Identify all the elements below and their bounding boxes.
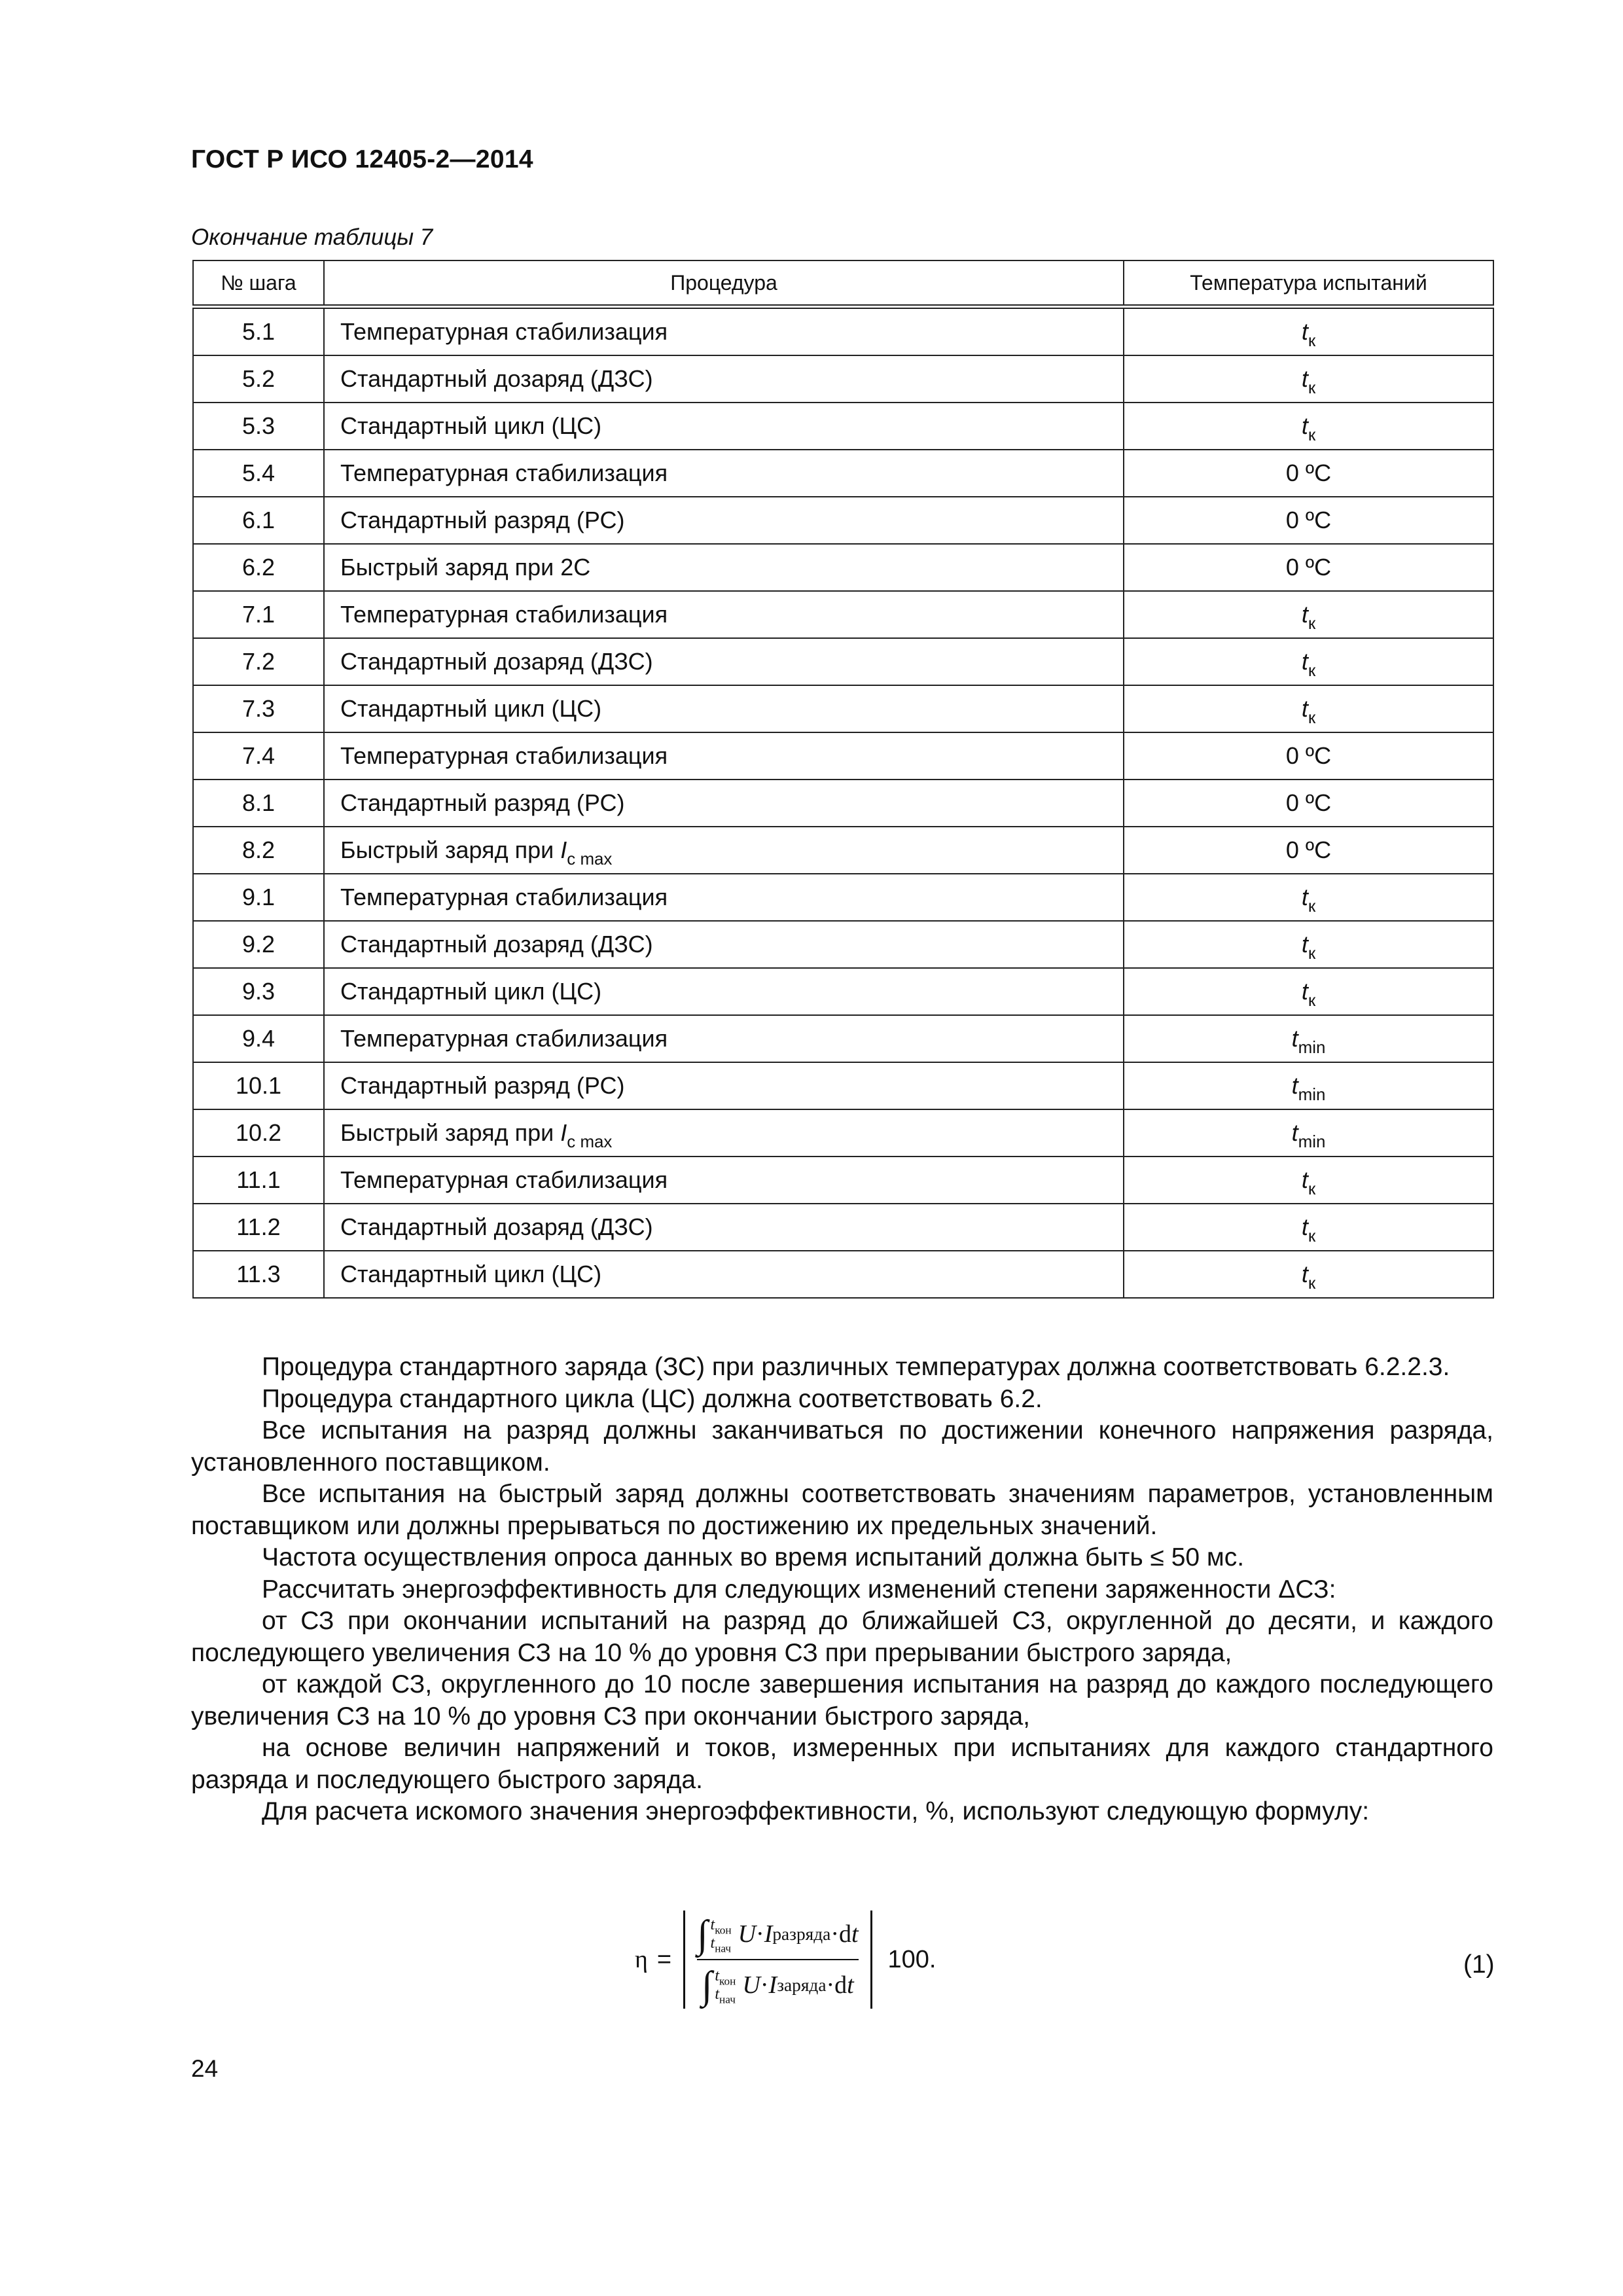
formula-denominator: ∫ $t_{кон}$ $t_{нач}$ U · I заряда · d t <box>701 1964 854 2007</box>
table-row <box>193 307 1493 356</box>
step-number-cell: 5.3 <box>193 403 324 450</box>
step-number-cell: 10.1 <box>193 1062 324 1109</box>
procedure-cell: Температурная стабилизация <box>324 1015 1124 1062</box>
table-row <box>193 403 1493 450</box>
efficiency-formula <box>635 1901 936 2018</box>
temperature-cell: 0 ºC <box>1124 497 1493 544</box>
table-row <box>193 355 1493 403</box>
paragraph: от СЗ при окончании испытаний на разряд до ближайшей СЗ, округленной до десяти, и каждого последующего увеличения СЗ на 10 % до уровня СЗ при прерывании быстрого заряда, <box>191 1607 1493 1667</box>
temperature-cell: $t_к$ <box>1124 307 1493 356</box>
table-row <box>193 638 1493 685</box>
table-row <box>193 921 1493 968</box>
formula-numerator: ∫ $t_{кон}$ $t_{нач}$ U · I разряда · d t <box>697 1912 859 1956</box>
step-number-cell: 9.1 <box>193 874 324 921</box>
procedure-cell: Стандартный разряд (РС) <box>324 1062 1124 1109</box>
procedure-cell: Быстрый заряд при $I_{c max}$ <box>324 1109 1124 1157</box>
table-body <box>193 307 1493 1299</box>
paragraph: Процедура стандартного заряда (ЗС) при различных температурах должна соответствовать 6.2.2.3. <box>262 1353 1450 1381</box>
temperature-cell: $t_к$ <box>1124 1251 1493 1298</box>
step-number-cell: 7.1 <box>193 591 324 638</box>
integral-limits: $t_{кон}$ $t_{нач}$ <box>715 1967 736 2006</box>
paragraph: Частота осуществления опроса данных во время испытаний должна быть ≤ 50 мс. <box>262 1543 1245 1571</box>
table-row <box>193 1204 1493 1251</box>
temperature-cell: $t_к$ <box>1124 1157 1493 1204</box>
equation-number: (1) <box>1463 1950 1495 1979</box>
procedure-cell: Стандартный дозаряд (ДЗС) <box>324 921 1124 968</box>
step-number-cell: 11.3 <box>193 1251 324 1298</box>
temperature-cell: $t_к$ <box>1124 403 1493 450</box>
table-row <box>193 1157 1493 1204</box>
paragraph: на основе величин напряжений и токов, измеренных при испытаниях для каждого стандартного разряда и последующего быстрого заряда. <box>191 1734 1493 1794</box>
table-row <box>193 827 1493 874</box>
procedure-cell: Стандартный дозаряд (ДЗС) <box>324 355 1124 403</box>
step-number-cell: 8.1 <box>193 780 324 827</box>
integral-sign: ∫ <box>701 1964 713 2007</box>
step-number-cell: 9.3 <box>193 968 324 1015</box>
temperature-cell: $t_{min}$ <box>1124 1062 1493 1109</box>
table-row <box>193 732 1493 780</box>
temperature-cell: 0 ºC <box>1124 544 1493 591</box>
step-number-cell: 5.2 <box>193 355 324 403</box>
procedure-cell: Стандартный дозаряд (ДЗС) <box>324 638 1124 685</box>
formula-absolute-fraction <box>683 1910 872 2009</box>
procedure-cell: Быстрый заряд при $I_{c max}$ <box>324 827 1124 874</box>
column-header-step: № шага <box>193 260 324 307</box>
temperature-cell: $t_к$ <box>1124 591 1493 638</box>
procedure-cell: Быстрый заряд при 2C <box>324 544 1124 591</box>
procedure-cell: Стандартный цикл (ЦС) <box>324 403 1124 450</box>
table-row <box>193 1015 1493 1062</box>
table-header-row <box>193 260 1493 307</box>
step-number-cell: 7.4 <box>193 732 324 780</box>
procedure-cell: Стандартный цикл (ЦС) <box>324 968 1124 1015</box>
step-number-cell: 7.3 <box>193 685 324 732</box>
temperature-cell: $t_к$ <box>1124 355 1493 403</box>
procedure-cell: Стандартный цикл (ЦС) <box>324 1251 1124 1298</box>
temperature-cell: $t_к$ <box>1124 874 1493 921</box>
procedure-cell: Стандартный разряд (РС) <box>324 780 1124 827</box>
temperature-cell: 0 ºC <box>1124 732 1493 780</box>
step-number-cell: 6.2 <box>193 544 324 591</box>
table-row <box>193 497 1493 544</box>
procedure-cell: Стандартный цикл (ЦС) <box>324 685 1124 732</box>
table-row <box>193 685 1493 732</box>
step-number-cell: 5.1 <box>193 307 324 356</box>
test-steps-table <box>192 260 1494 1299</box>
step-number-cell: 10.2 <box>193 1109 324 1157</box>
temperature-cell: $t_к$ <box>1124 921 1493 968</box>
temperature-cell: $t_к$ <box>1124 685 1493 732</box>
paragraph: Рассчитать энергоэффективность для следующих изменений степени заряженности ΔСЗ: <box>262 1575 1336 1604</box>
table-row <box>193 968 1493 1015</box>
paragraph: Все испытания на быстрый заряд должны соответствовать значениям параметров, установленным поставщиком или должны прерываться по достижению их предельных значений. <box>191 1480 1493 1540</box>
column-header-temperature: Температура испытаний <box>1124 260 1493 307</box>
step-number-cell: 6.1 <box>193 497 324 544</box>
formula-equals: = <box>656 1945 672 1973</box>
formula-multiplier: 100. <box>887 1945 936 1973</box>
step-number-cell: 9.4 <box>193 1015 324 1062</box>
temperature-cell: 0 ºC <box>1124 780 1493 827</box>
table-caption: Окончание таблицы 7 <box>191 224 433 250</box>
paragraph: от каждой СЗ, округленного до 10 после завершения испытания на разряд до каждого последующего увеличения СЗ на 10 % до уровня СЗ при окончании быстрого заряда, <box>191 1670 1493 1731</box>
table-row <box>193 1109 1493 1157</box>
document-header: ГОСТ Р ИСО 12405-2—2014 <box>191 145 533 173</box>
integral-limits: $t_{кон}$ $t_{нач}$ <box>710 1916 732 1955</box>
integral-sign: ∫ <box>697 1912 708 1956</box>
procedure-cell: Стандартный разряд (РС) <box>324 497 1124 544</box>
fraction-line <box>697 1959 858 1960</box>
paragraph: Для расчета искомого значения энергоэффективности, %, используют следующую формулу: <box>262 1797 1370 1825</box>
temperature-cell: $t_к$ <box>1124 968 1493 1015</box>
procedure-cell: Температурная стабилизация <box>324 307 1124 356</box>
formula-eta: η <box>635 1946 648 1973</box>
table-row <box>193 874 1493 921</box>
table-row <box>193 450 1493 497</box>
table-row <box>193 780 1493 827</box>
temperature-cell: $t_{min}$ <box>1124 1015 1493 1062</box>
temperature-cell: $t_к$ <box>1124 638 1493 685</box>
procedure-cell: Температурная стабилизация <box>324 591 1124 638</box>
temperature-cell: 0 ºC <box>1124 450 1493 497</box>
paragraph: Все испытания на разряд должны заканчиваться по достижении конечного напряжения разряда, установленного поставщиком. <box>191 1416 1493 1477</box>
paragraph: Процедура стандартного цикла (ЦС) должна соответствовать 6.2. <box>262 1384 1043 1413</box>
step-number-cell: 11.1 <box>193 1157 324 1204</box>
step-number-cell: 5.4 <box>193 450 324 497</box>
step-number-cell: 7.2 <box>193 638 324 685</box>
temperature-cell: 0 ºC <box>1124 827 1493 874</box>
step-number-cell: 8.2 <box>193 827 324 874</box>
temperature-cell: $t_{min}$ <box>1124 1109 1493 1157</box>
table-row <box>193 1251 1493 1298</box>
procedure-cell: Температурная стабилизация <box>324 874 1124 921</box>
page-number: 24 <box>191 2055 219 2082</box>
procedure-cell: Температурная стабилизация <box>324 732 1124 780</box>
step-number-cell: 9.2 <box>193 921 324 968</box>
procedure-cell: Температурная стабилизация <box>324 450 1124 497</box>
temperature-cell: $t_к$ <box>1124 1204 1493 1251</box>
table-row <box>193 591 1493 638</box>
table-row <box>193 1062 1493 1109</box>
column-header-procedure: Процедура <box>324 260 1124 307</box>
procedure-cell: Стандартный дозаряд (ДЗС) <box>324 1204 1124 1251</box>
procedure-cell: Температурная стабилизация <box>324 1157 1124 1204</box>
body-text <box>191 1352 1493 1828</box>
table-row <box>193 544 1493 591</box>
step-number-cell: 11.2 <box>193 1204 324 1251</box>
